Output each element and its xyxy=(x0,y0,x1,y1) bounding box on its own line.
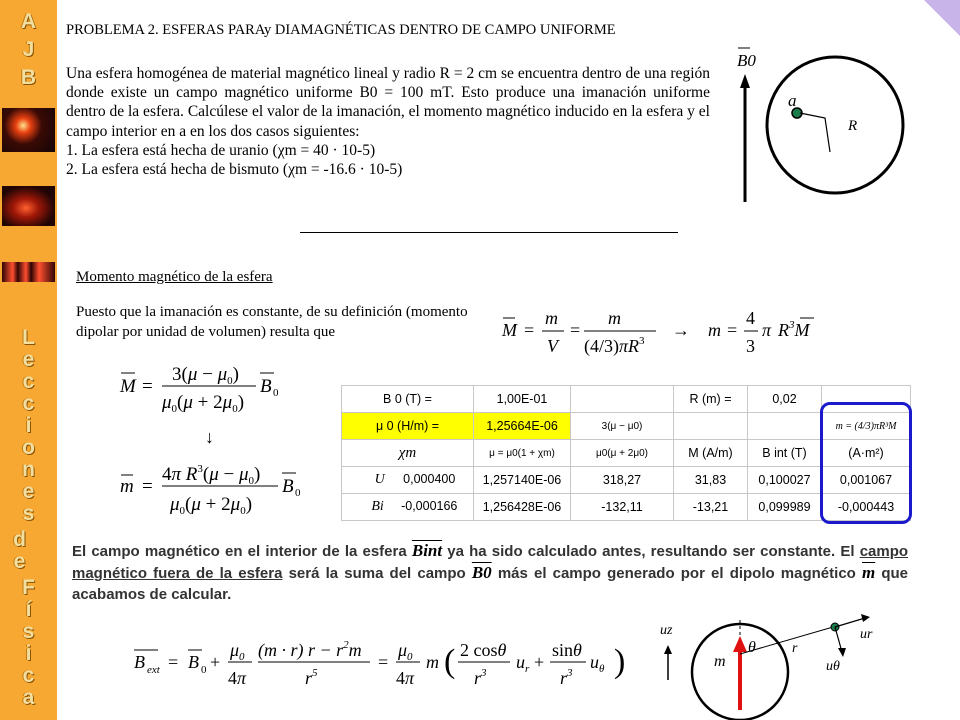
table-cell: 0,001067 xyxy=(822,467,911,494)
paragraph-text: ya ha sido calculado antes, resultando ser constante. El xyxy=(447,543,855,560)
svg-text:2 cosθ: 2 cosθ xyxy=(460,640,507,660)
table-cell: χm xyxy=(342,440,474,467)
svg-text:r3: $r^3$ xyxy=(474,667,487,688)
utheta-arrowhead xyxy=(838,648,846,657)
sphere-circle xyxy=(767,57,903,193)
vertical-letter: s xyxy=(22,502,35,525)
paragraph-text: que acabamos de calcular. xyxy=(72,565,909,603)
table-cell xyxy=(674,413,748,440)
svg-text:(4/3)πR3: $(4/3)\pi R^3$ xyxy=(584,335,645,356)
logo-letter: A xyxy=(20,10,37,33)
logo-letter: B xyxy=(20,66,37,89)
table-cell xyxy=(342,467,474,494)
svg-text:(m · r) r − r2m: (m · r) $r - r^2m$ xyxy=(258,639,362,660)
dipole-geometry-figure xyxy=(650,600,910,720)
table-cell: -132,11 xyxy=(571,494,674,521)
vertical-letter: a xyxy=(22,686,35,709)
svg-text:=: = xyxy=(142,476,153,497)
definition-text: Puesto que la imanación es constante, de su definición (momento dipolar por unidad de volumen) resulta que xyxy=(76,304,468,340)
table-cell: 1,257140E-06 xyxy=(474,467,571,494)
vertical-letter: e xyxy=(22,348,35,371)
b0-symbol: B0 xyxy=(471,563,492,582)
table-cell xyxy=(571,386,674,413)
svg-text:=: = xyxy=(570,320,581,340)
svg-text:0: 0 xyxy=(273,387,279,399)
svg-text:μ0(μ + 2μ0): $\mu_0(\mu + 2\mu_0)$ xyxy=(162,392,245,415)
svg-text:r5: $r^5$ xyxy=(305,667,318,688)
laser-photo xyxy=(2,186,55,226)
svg-text:4π: 4π xyxy=(396,668,415,688)
svg-text:0: 0 xyxy=(295,487,301,499)
svg-text:ur: $u_r$ xyxy=(516,652,530,675)
problem-title: PROBLEMA 2. ESFERAS PARAy DIAMAGNÉTICAS DENTRO DE CAMPO UNIFORME xyxy=(66,22,616,38)
problem-case-1: 1. La esfera está hecha de uranio (χm = 40 · 10-5) xyxy=(66,141,376,159)
vertical-letter: e xyxy=(13,550,26,573)
outer-field-paragraph xyxy=(72,540,908,605)
svg-text:ext: ext xyxy=(147,664,160,676)
vertical-letter: í xyxy=(25,598,32,621)
problem-intro: Una esfera homogénea de material magnético lineal y radio R = 2 cm se encuentra dentro de una región donde existe un campo magnético uniforme B0 = 100 mT. Esto produce una imanación uniforme dentro de la esfera. Calcúlese el valor de la imanación, el momento magnético inducido en la esfera y el campo interior en a en los dos casos siguientes: xyxy=(66,65,710,140)
point-a-label: a xyxy=(788,91,797,110)
vertical-letter: i xyxy=(25,642,32,665)
svg-text:m: m xyxy=(545,308,558,328)
down-arrow: ↓ xyxy=(205,427,214,447)
b0-label: B0 xyxy=(737,51,756,70)
vertical-letter: s xyxy=(22,620,35,643)
svg-text:(: ( xyxy=(444,643,456,680)
vertical-letter: c xyxy=(22,664,35,687)
svg-text:=: = xyxy=(727,320,738,340)
vertical-letter: L xyxy=(22,326,35,349)
table-cell: 1,256428E-06 xyxy=(474,494,571,521)
table-cell: B int (T) xyxy=(748,440,822,467)
table-cell: μ = μ0(1 + χm) xyxy=(474,440,571,467)
svg-text:uθ: $u_\theta$ xyxy=(590,652,605,675)
table-cell: 3(μ − μ0) xyxy=(571,413,674,440)
svg-text:r3: $r^3$ xyxy=(560,667,573,688)
table-cell: μ0(μ + 2μ0) xyxy=(571,440,674,467)
table-cell: μ 0 (H/m) = xyxy=(342,413,474,440)
lab-photo xyxy=(2,108,55,152)
svg-text:B: B xyxy=(260,376,272,397)
vertical-letter: o xyxy=(22,436,35,459)
uz-label: uz xyxy=(660,623,673,638)
row-label: U xyxy=(374,472,385,487)
implies-arrow: → xyxy=(672,320,690,340)
table-cell xyxy=(748,413,822,440)
svg-text:sinθ: sinθ xyxy=(552,640,582,660)
sidebar xyxy=(0,0,57,720)
radius-line xyxy=(800,113,830,152)
svg-text:M: M xyxy=(120,376,136,397)
svg-text:3: 3 xyxy=(746,336,755,356)
highlight-box xyxy=(820,402,912,524)
corner-decoration xyxy=(924,0,960,36)
uz-arrowhead xyxy=(664,645,672,654)
svg-text:π: π xyxy=(762,320,772,340)
svg-text:V: V xyxy=(547,336,558,356)
svg-text:=: = xyxy=(524,320,535,340)
svg-text:B: B xyxy=(134,652,145,672)
vertical-letter: n xyxy=(22,458,35,481)
chi-value: -0,000166 xyxy=(401,499,458,513)
utheta-label: uθ xyxy=(826,659,840,674)
r-label: r xyxy=(792,641,798,656)
paragraph-text: El campo magnético en el interior de la esfera xyxy=(72,543,407,560)
paragraph-text: será la suma del campo xyxy=(288,565,466,582)
vertical-letter: i xyxy=(25,414,32,437)
svg-text:μ0: $\mu_0$ xyxy=(230,640,245,663)
svg-text:m: m xyxy=(426,652,439,672)
vertical-letter: c xyxy=(22,392,35,415)
divider-line xyxy=(300,232,678,233)
paragraph-text: más el campo generado por el dipolo magnético xyxy=(497,565,856,582)
table-cell: -13,21 xyxy=(674,494,748,521)
ur-arrowhead xyxy=(861,614,870,622)
svg-text:m: m xyxy=(608,308,621,328)
svg-text:=: = xyxy=(142,376,153,397)
theta-label: θ xyxy=(748,639,756,656)
ur-vector xyxy=(835,618,865,627)
magnetization-formula xyxy=(118,358,288,418)
svg-text:M: M xyxy=(502,320,517,340)
table-cell: 318,27 xyxy=(571,467,674,494)
b0-arrowhead xyxy=(740,74,750,88)
b-int-symbol: Bint xyxy=(411,541,443,560)
svg-text:=: = xyxy=(168,652,179,672)
svg-text:μ0: $\mu_0$ xyxy=(398,640,413,663)
outer-field-formula xyxy=(130,628,630,696)
problem-case-2: 2. La esfera está hecha de bismuto (χm = -16.6 · 10-5) xyxy=(66,161,403,179)
table-cell: 1,00E-01 xyxy=(474,386,571,413)
table-cell: -0,000443 xyxy=(822,494,911,521)
dipole-arrowhead xyxy=(733,636,747,652)
table-cell: M (A/m) xyxy=(674,440,748,467)
radius-label: R xyxy=(848,118,858,134)
vertical-letter: F xyxy=(22,576,35,599)
svg-text:=: = xyxy=(378,652,389,672)
paragraph-text: campo magnético fuera de la esfera xyxy=(72,543,909,582)
svg-text:3(μ − μ0): $3(\mu - \mu_0)$ xyxy=(172,364,239,387)
m-symbol: $\overline{m}$ xyxy=(861,563,876,582)
chi-value: 0,000400 xyxy=(403,472,456,486)
ur-label: ur xyxy=(860,627,873,642)
table-cell: B 0 (T) = xyxy=(342,386,474,413)
svg-text:+: + xyxy=(534,652,545,672)
svg-text:): ) xyxy=(614,643,626,680)
svg-text:0: 0 xyxy=(201,664,207,676)
table-cell xyxy=(342,494,474,521)
svg-text:m: m xyxy=(708,320,721,340)
svg-text:4π: 4π xyxy=(228,668,247,688)
svg-text:4π R3(μ − μ0): 4π $R^3(\mu - \mu_0)$ xyxy=(162,463,261,487)
table-cell: 0,02 xyxy=(748,386,822,413)
svg-text:4: 4 xyxy=(746,308,755,328)
table-cell: 1,25664E-06 xyxy=(474,413,571,440)
sphere-field-figure xyxy=(730,40,910,210)
table-cell: m = (4/3)πR³M xyxy=(822,413,911,440)
logo-letter: J xyxy=(22,38,35,61)
svg-text:μ0(μ + 2μ0): $\mu_0(\mu + 2\mu_0)$ xyxy=(170,494,253,517)
m-label: m xyxy=(714,653,726,670)
svg-text:B: B xyxy=(188,652,199,672)
svg-text:R3M: $R^3M$ xyxy=(778,319,810,340)
problem-statement xyxy=(66,64,710,179)
moment-formula xyxy=(118,458,308,520)
table-cell: 31,83 xyxy=(674,467,748,494)
svg-text:B: B xyxy=(282,476,294,497)
table-cell: (A·m²) xyxy=(822,440,911,467)
vertical-letter: c xyxy=(22,370,35,393)
svg-text:m: m xyxy=(120,476,134,497)
table-cell: 0,100027 xyxy=(748,467,822,494)
interference-photo xyxy=(2,262,55,282)
table-cell: R (m) = xyxy=(674,386,748,413)
svg-text:+: + xyxy=(210,652,221,672)
vertical-letter: d xyxy=(13,528,26,551)
magnetization-definition-formula xyxy=(500,302,830,362)
row-label: Bi xyxy=(371,499,384,514)
vertical-letter: e xyxy=(22,480,35,503)
section-heading: Momento magnético de la esfera xyxy=(76,269,273,285)
table-cell: 0,099989 xyxy=(748,494,822,521)
